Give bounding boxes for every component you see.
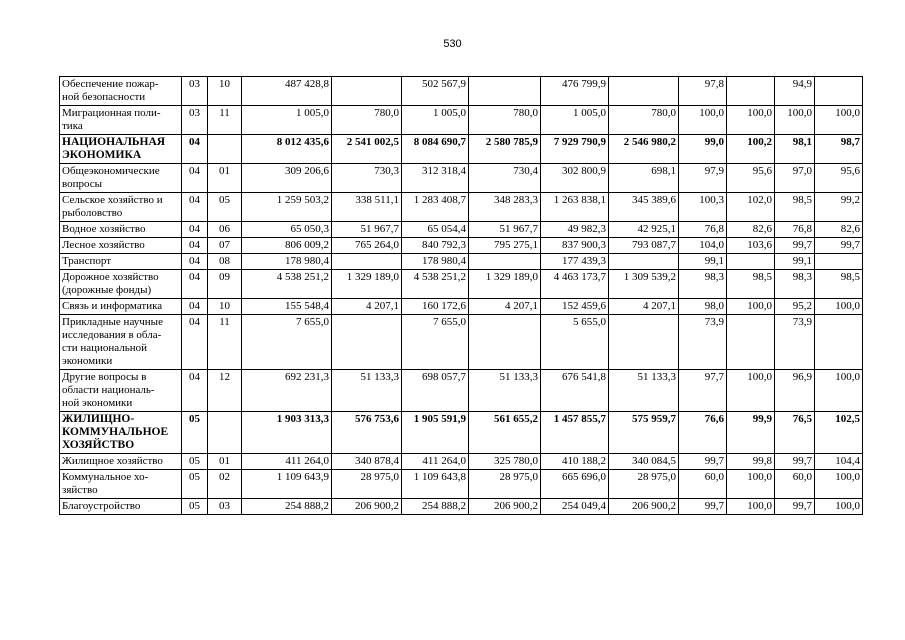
table-body [60, 77, 863, 515]
value-cell: 7 655,0 [402, 315, 469, 370]
page-number: 530 [443, 38, 462, 50]
value-cell: 325 780,0 [469, 454, 541, 470]
row-name-cell: Дорожное хозяйство (дорожные фонды) [60, 270, 182, 299]
section-code-cell: 04 [182, 238, 208, 254]
percent-cell: 98,5 [815, 270, 863, 299]
percent-cell: 102,0 [727, 193, 775, 222]
percent-cell: 97,0 [775, 164, 815, 193]
percent-cell [815, 254, 863, 270]
value-cell: 5 655,0 [541, 315, 609, 370]
value-cell: 152 459,6 [541, 299, 609, 315]
percent-cell: 99,7 [775, 238, 815, 254]
section-code-cell: 05 [182, 499, 208, 515]
section-code-cell: 04 [182, 164, 208, 193]
row-name-cell: Общеэкономические вопросы [60, 164, 182, 193]
percent-cell: 99,7 [815, 238, 863, 254]
value-cell: 178 980,4 [242, 254, 332, 270]
value-cell: 1 905 591,9 [402, 412, 469, 454]
value-cell: 476 799,9 [541, 77, 609, 106]
subsection-code-cell: 11 [208, 106, 242, 135]
value-cell: 4 538 251,2 [402, 270, 469, 299]
value-cell: 698,1 [609, 164, 679, 193]
value-cell: 51 967,7 [469, 222, 541, 238]
subsection-code-cell: 06 [208, 222, 242, 238]
percent-cell [815, 77, 863, 106]
table-row [60, 164, 863, 193]
table-row [60, 499, 863, 515]
percent-cell: 100,0 [727, 470, 775, 499]
value-cell: 338 511,1 [332, 193, 402, 222]
percent-cell: 76,8 [775, 222, 815, 238]
value-cell: 793 087,7 [609, 238, 679, 254]
value-cell: 206 900,2 [332, 499, 402, 515]
percent-cell: 100,0 [815, 499, 863, 515]
value-cell [469, 315, 541, 370]
percent-cell: 100,0 [727, 106, 775, 135]
subsection-code-cell: 09 [208, 270, 242, 299]
percent-cell: 99,7 [679, 499, 727, 515]
row-name-cell: Коммунальное хо- зяйство [60, 470, 182, 499]
value-cell: 4 538 251,2 [242, 270, 332, 299]
subsection-code-cell: 08 [208, 254, 242, 270]
row-name-cell: Прикладные научные исследования в обла- сти национальной экономики [60, 315, 182, 370]
value-cell: 1 109 643,9 [242, 470, 332, 499]
percent-cell: 99,9 [727, 412, 775, 454]
value-cell: 1 903 313,3 [242, 412, 332, 454]
row-name-cell: Лесное хозяйство [60, 238, 182, 254]
value-cell: 51 133,3 [332, 370, 402, 412]
value-cell: 780,0 [332, 106, 402, 135]
table-row [60, 106, 863, 135]
value-cell: 49 982,3 [541, 222, 609, 238]
value-cell: 698 057,7 [402, 370, 469, 412]
value-cell: 1 005,0 [242, 106, 332, 135]
percent-cell: 99,1 [679, 254, 727, 270]
value-cell: 4 463 173,7 [541, 270, 609, 299]
value-cell: 312 318,4 [402, 164, 469, 193]
value-cell: 806 009,2 [242, 238, 332, 254]
percent-cell: 95,2 [775, 299, 815, 315]
row-name-cell: Сельское хозяйство и рыболовство [60, 193, 182, 222]
value-cell: 155 548,4 [242, 299, 332, 315]
percent-cell: 98,7 [815, 135, 863, 164]
value-cell [332, 77, 402, 106]
value-cell: 28 975,0 [609, 470, 679, 499]
table-row [60, 370, 863, 412]
value-cell [332, 315, 402, 370]
section-code-cell: 03 [182, 106, 208, 135]
percent-cell: 99,1 [775, 254, 815, 270]
percent-cell: 98,5 [775, 193, 815, 222]
table-row [60, 315, 863, 370]
value-cell: 1 283 408,7 [402, 193, 469, 222]
percent-cell: 99,7 [775, 454, 815, 470]
value-cell: 1 457 855,7 [541, 412, 609, 454]
value-cell: 42 925,1 [609, 222, 679, 238]
percent-cell: 99,0 [679, 135, 727, 164]
section-code-cell: 04 [182, 222, 208, 238]
value-cell: 730,4 [469, 164, 541, 193]
value-cell: 8 084 690,7 [402, 135, 469, 164]
percent-cell: 94,9 [775, 77, 815, 106]
value-cell: 411 264,0 [402, 454, 469, 470]
value-cell: 837 900,3 [541, 238, 609, 254]
subsection-code-cell: 02 [208, 470, 242, 499]
percent-cell: 100,0 [815, 470, 863, 499]
section-code-cell: 04 [182, 370, 208, 412]
percent-cell: 95,6 [727, 164, 775, 193]
table-row [60, 193, 863, 222]
subsection-code-cell: 05 [208, 193, 242, 222]
row-name-cell: Водное хозяйство [60, 222, 182, 238]
value-cell: 1 109 643,8 [402, 470, 469, 499]
table-row [60, 454, 863, 470]
table-row [60, 238, 863, 254]
value-cell [609, 77, 679, 106]
percent-cell: 96,9 [775, 370, 815, 412]
percent-cell: 104,4 [815, 454, 863, 470]
subsection-code-cell: 10 [208, 299, 242, 315]
row-name-cell: ЖИЛИЩНО- КОММУНАЛЬНОЕ ХОЗЯЙСТВО [60, 412, 182, 454]
value-cell: 309 206,6 [242, 164, 332, 193]
value-cell [609, 315, 679, 370]
value-cell: 502 567,9 [402, 77, 469, 106]
value-cell: 254 049,4 [541, 499, 609, 515]
value-cell: 345 389,6 [609, 193, 679, 222]
table-row [60, 222, 863, 238]
section-code-cell: 05 [182, 470, 208, 499]
percent-cell: 100,0 [727, 499, 775, 515]
value-cell: 1 259 503,2 [242, 193, 332, 222]
row-name-cell: Благоустройство [60, 499, 182, 515]
value-cell: 4 207,1 [609, 299, 679, 315]
percent-cell: 99,2 [815, 193, 863, 222]
percent-cell [815, 315, 863, 370]
value-cell: 254 888,2 [242, 499, 332, 515]
percent-cell: 98,1 [775, 135, 815, 164]
value-cell: 348 283,3 [469, 193, 541, 222]
percent-cell: 97,9 [679, 164, 727, 193]
value-cell: 1 329 189,0 [469, 270, 541, 299]
value-cell: 51 967,7 [332, 222, 402, 238]
subsection-code-cell: 07 [208, 238, 242, 254]
percent-cell: 100,2 [727, 135, 775, 164]
section-code-cell: 03 [182, 77, 208, 106]
subsection-code-cell: 01 [208, 164, 242, 193]
percent-cell: 100,0 [815, 299, 863, 315]
section-code-cell: 05 [182, 412, 208, 454]
percent-cell: 98,0 [679, 299, 727, 315]
row-name-cell: Обеспечение пожар- ной безопасности [60, 77, 182, 106]
value-cell: 765 264,0 [332, 238, 402, 254]
table-section-row [60, 412, 863, 454]
table-row [60, 254, 863, 270]
section-code-cell: 04 [182, 270, 208, 299]
value-cell: 1 329 189,0 [332, 270, 402, 299]
percent-cell [727, 254, 775, 270]
table-row [60, 270, 863, 299]
percent-cell: 82,6 [727, 222, 775, 238]
percent-cell: 60,0 [775, 470, 815, 499]
value-cell: 7 655,0 [242, 315, 332, 370]
section-code-cell: 04 [182, 193, 208, 222]
percent-cell: 76,6 [679, 412, 727, 454]
percent-cell: 99,7 [679, 454, 727, 470]
percent-cell: 82,6 [815, 222, 863, 238]
percent-cell: 100,0 [727, 299, 775, 315]
table-row [60, 299, 863, 315]
row-name-cell: Транспорт [60, 254, 182, 270]
value-cell: 7 929 790,9 [541, 135, 609, 164]
percent-cell [727, 77, 775, 106]
value-cell [469, 254, 541, 270]
value-cell [332, 254, 402, 270]
percent-cell: 97,7 [679, 370, 727, 412]
value-cell: 4 207,1 [469, 299, 541, 315]
value-cell: 676 541,8 [541, 370, 609, 412]
table-section-row [60, 135, 863, 164]
percent-cell: 102,5 [815, 412, 863, 454]
budget-table [59, 76, 863, 515]
value-cell: 411 264,0 [242, 454, 332, 470]
value-cell: 28 975,0 [469, 470, 541, 499]
value-cell: 1 309 539,2 [609, 270, 679, 299]
table-row [60, 470, 863, 499]
percent-cell: 98,3 [775, 270, 815, 299]
value-cell: 2 580 785,9 [469, 135, 541, 164]
percent-cell: 60,0 [679, 470, 727, 499]
subsection-code-cell: 01 [208, 454, 242, 470]
section-code-cell: 05 [182, 454, 208, 470]
value-cell: 28 975,0 [332, 470, 402, 499]
value-cell: 51 133,3 [469, 370, 541, 412]
value-cell: 575 959,7 [609, 412, 679, 454]
value-cell: 177 439,3 [541, 254, 609, 270]
value-cell: 254 888,2 [402, 499, 469, 515]
value-cell: 730,3 [332, 164, 402, 193]
subsection-code-cell: 12 [208, 370, 242, 412]
value-cell: 665 696,0 [541, 470, 609, 499]
value-cell: 840 792,3 [402, 238, 469, 254]
value-cell: 65 050,3 [242, 222, 332, 238]
row-name-cell: Связь и информатика [60, 299, 182, 315]
percent-cell: 100,0 [727, 370, 775, 412]
value-cell: 4 207,1 [332, 299, 402, 315]
value-cell: 206 900,2 [609, 499, 679, 515]
percent-cell: 100,0 [815, 370, 863, 412]
value-cell: 340 878,4 [332, 454, 402, 470]
percent-cell: 104,0 [679, 238, 727, 254]
value-cell: 1 005,0 [402, 106, 469, 135]
value-cell: 1 263 838,1 [541, 193, 609, 222]
percent-cell: 76,8 [679, 222, 727, 238]
value-cell: 692 231,3 [242, 370, 332, 412]
percent-cell: 100,0 [815, 106, 863, 135]
percent-cell: 76,5 [775, 412, 815, 454]
value-cell: 340 084,5 [609, 454, 679, 470]
value-cell: 8 012 435,6 [242, 135, 332, 164]
row-name-cell: Жилищное хозяйство [60, 454, 182, 470]
value-cell: 2 546 980,2 [609, 135, 679, 164]
percent-cell: 98,5 [727, 270, 775, 299]
subsection-code-cell: 11 [208, 315, 242, 370]
value-cell: 2 541 002,5 [332, 135, 402, 164]
percent-cell: 98,3 [679, 270, 727, 299]
value-cell: 206 900,2 [469, 499, 541, 515]
percent-cell: 100,0 [679, 106, 727, 135]
subsection-code-cell: 03 [208, 499, 242, 515]
value-cell: 410 188,2 [541, 454, 609, 470]
row-name-cell: Другие вопросы в области националь- ной экономики [60, 370, 182, 412]
value-cell [469, 77, 541, 106]
section-code-cell: 04 [182, 299, 208, 315]
value-cell: 561 655,2 [469, 412, 541, 454]
section-code-cell: 04 [182, 315, 208, 370]
percent-cell: 95,6 [815, 164, 863, 193]
subsection-code-cell [208, 412, 242, 454]
value-cell: 576 753,6 [332, 412, 402, 454]
subsection-code-cell: 10 [208, 77, 242, 106]
value-cell: 780,0 [609, 106, 679, 135]
row-name-cell: Миграционная поли- тика [60, 106, 182, 135]
value-cell: 487 428,8 [242, 77, 332, 106]
value-cell: 178 980,4 [402, 254, 469, 270]
value-cell: 795 275,1 [469, 238, 541, 254]
percent-cell: 99,8 [727, 454, 775, 470]
value-cell: 51 133,3 [609, 370, 679, 412]
row-name-cell: НАЦИОНАЛЬНАЯ ЭКОНОМИКА [60, 135, 182, 164]
percent-cell: 99,7 [775, 499, 815, 515]
subsection-code-cell [208, 135, 242, 164]
section-code-cell: 04 [182, 135, 208, 164]
value-cell: 302 800,9 [541, 164, 609, 193]
section-code-cell: 04 [182, 254, 208, 270]
table-row [60, 77, 863, 106]
percent-cell: 97,8 [679, 77, 727, 106]
percent-cell [727, 315, 775, 370]
value-cell: 780,0 [469, 106, 541, 135]
value-cell: 160 172,6 [402, 299, 469, 315]
percent-cell: 73,9 [679, 315, 727, 370]
value-cell [609, 254, 679, 270]
value-cell: 1 005,0 [541, 106, 609, 135]
value-cell: 65 054,4 [402, 222, 469, 238]
percent-cell: 73,9 [775, 315, 815, 370]
percent-cell: 100,0 [775, 106, 815, 135]
percent-cell: 103,6 [727, 238, 775, 254]
percent-cell: 100,3 [679, 193, 727, 222]
